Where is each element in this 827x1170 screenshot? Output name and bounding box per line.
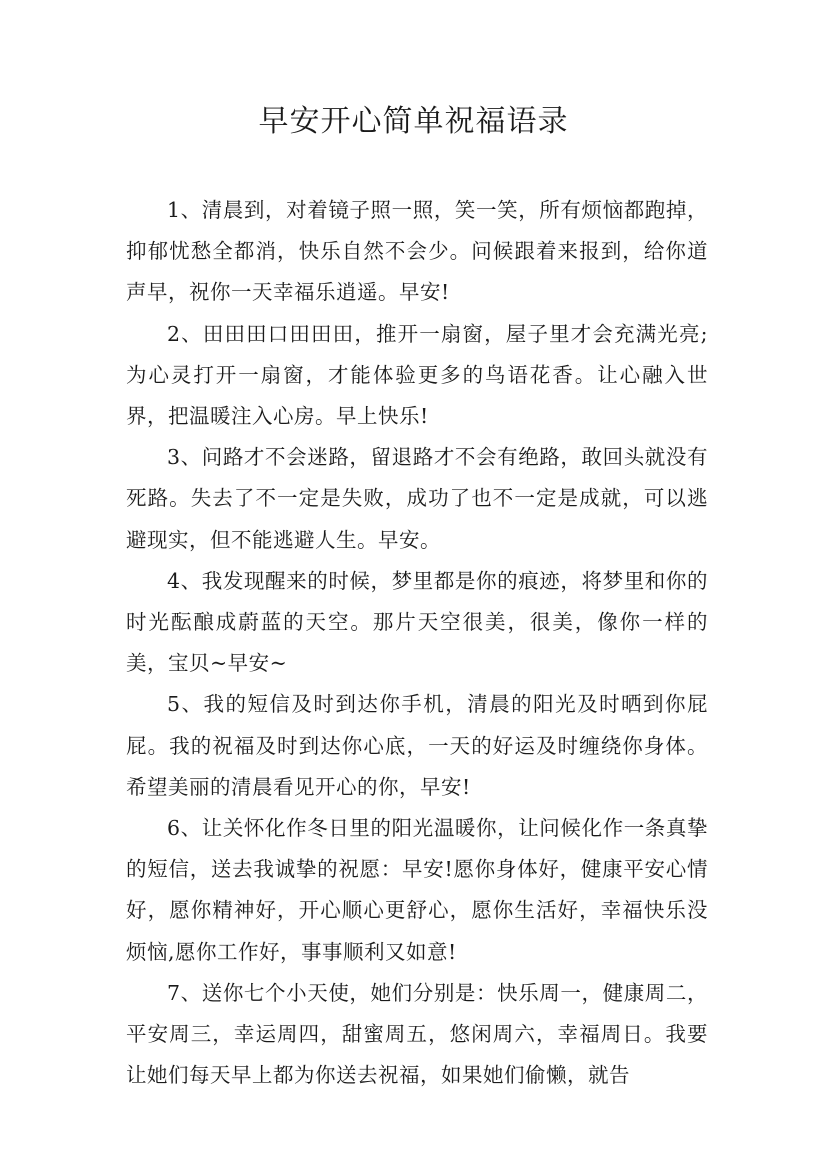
page-title: 早安开心简单祝福语录 [258,104,569,139]
paragraph-5: 5、我的短信及时到达你手机，清晨的阳光及时晒到你屁屁。我的祝福及时到达你心底，一天的好运及时缠绕你身体。希望美丽的清晨看见开心的你，早安! [126,692,708,799]
paragraph-1: 1、清晨到，对着镜子照一照，笑一笑，所有烦恼都跑掉，抑郁忧愁全都消，快乐自然不会少。问候跟着来报到，给你道声早，祝你一天幸福乐逍遥。早安! [126,198,708,305]
paragraph-4: 4、我发现醒来的时候，梦里都是你的痕迹，将梦里和你的时光酝酿成蔚蓝的天空。那片天空很美，很美，像你一样的美，宝贝~早安~ [126,568,708,676]
paragraph-7: 7、送你七个小天使，她们分别是：快乐周一，健康周二，平安周三，幸运周四，甜蜜周五，悠闲周六，幸福周日。我要让她们每天早上都为你送去祝福，如果她们偷懒，就告 [126,980,708,1088]
document-body [126,190,708,1096]
paragraph-3: 3、问路才不会迷路，留退路才不会有绝路，敢回头就没有死路。失去了不一定是失败，成功了也不一定是成就，可以逃避现实，但不能逃避人生。早安。 [126,445,708,552]
paragraph-2: 2、田田田口田田田，推开一扇窗，屋子里才会充满光亮;为心灵打开一扇窗，才能体验更多的鸟语花香。让心融入世界，把温暖注入心房。早上快乐! [126,321,708,429]
paragraph-6: 6、让关怀化作冬日里的阳光温暖你，让问候化作一条真挚的短信，送去我诚挚的祝愿：早安!愿你身体好，健康平安心情好，愿你精神好，开心顺心更舒心，愿你生活好，幸福快乐没烦恼,愿你工作好，事事顺利又如意! [126,816,708,964]
